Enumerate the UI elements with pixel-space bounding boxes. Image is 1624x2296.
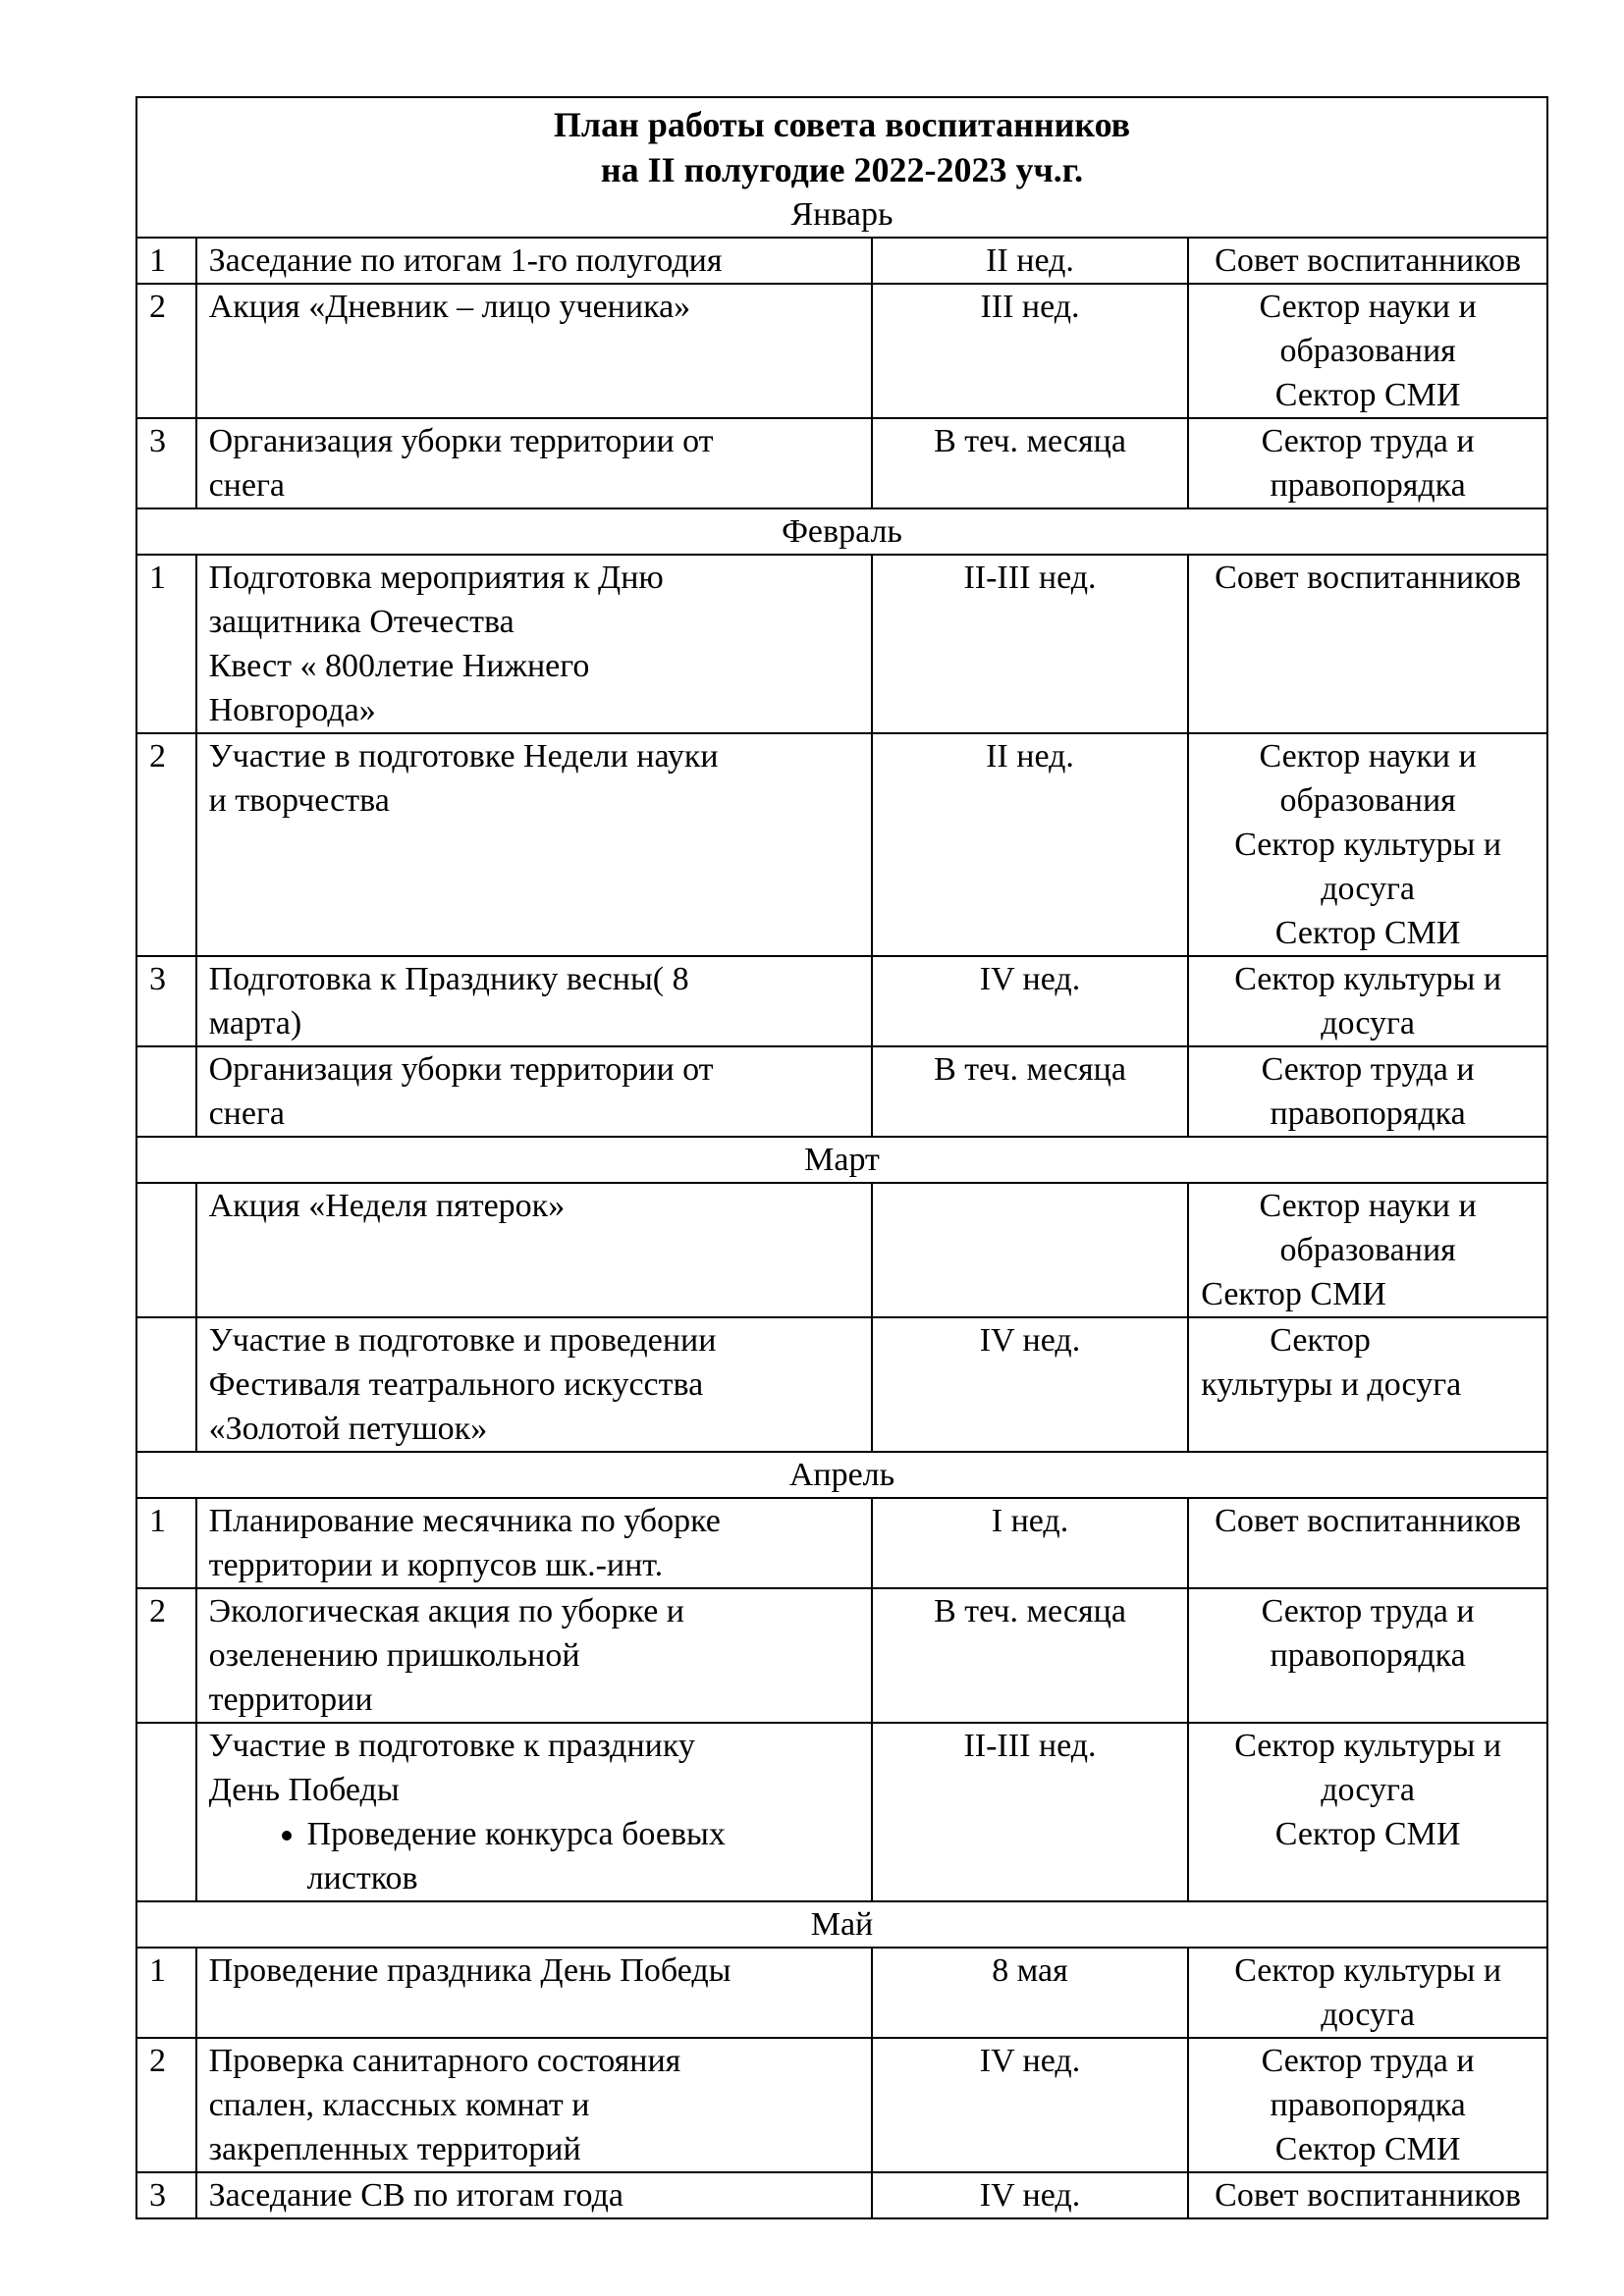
table-row bbox=[136, 1317, 1547, 1452]
event-responsible: Совет воспитанников bbox=[1188, 1498, 1547, 1588]
event-responsible: Сектор науки и образования Сектор СМИ bbox=[1188, 284, 1547, 418]
row-number: 1 bbox=[136, 238, 196, 284]
event-responsible: Сектор труда и правопорядка bbox=[1188, 418, 1547, 508]
row-number: 2 bbox=[136, 733, 196, 956]
table-row bbox=[136, 1498, 1547, 1588]
month-heading: Январь bbox=[790, 196, 893, 233]
event-timing: II нед. bbox=[872, 238, 1188, 284]
row-number: 2 bbox=[136, 2038, 196, 2172]
event-timing: 8 мая bbox=[872, 1948, 1188, 2038]
event-timing: IV нед. bbox=[872, 2172, 1188, 2218]
table-row bbox=[136, 2172, 1547, 2218]
event-timing: II нед. bbox=[872, 733, 1188, 956]
table-row bbox=[136, 284, 1547, 418]
event-responsible: Сектор культуры и досуга Сектор СМИ bbox=[1188, 1723, 1547, 1901]
month-heading: Февраль bbox=[136, 508, 1547, 555]
event-timing: IV нед. bbox=[872, 1317, 1188, 1452]
event-timing: III нед. bbox=[872, 284, 1188, 418]
event-description: Акция «Дневник – лицо ученика» bbox=[196, 284, 872, 418]
event-description: Планирование месячника по уборке территории и корпусов шк.-инт. bbox=[196, 1498, 872, 1588]
event-description: Экологическая акция по уборке и озеленению пришкольной территории bbox=[196, 1588, 872, 1723]
event-timing: В теч. месяца bbox=[872, 1046, 1188, 1137]
event-responsible: Сектор культуры и досуга bbox=[1188, 1948, 1547, 2038]
event-description: Заседание по итогам 1-го полугодия bbox=[196, 238, 872, 284]
row-number bbox=[136, 1317, 196, 1452]
row-number: 1 bbox=[136, 555, 196, 733]
month-row bbox=[136, 1452, 1547, 1498]
row-number bbox=[136, 1046, 196, 1137]
row-number bbox=[136, 1723, 196, 1901]
work-plan-table bbox=[135, 96, 1548, 2219]
event-description: Организация уборки территории от снега bbox=[196, 418, 872, 508]
row-number: 2 bbox=[136, 284, 196, 418]
table-row bbox=[136, 956, 1547, 1046]
event-description: Проверка санитарного состояния спален, классных комнат и закрепленных территорий bbox=[196, 2038, 872, 2172]
event-description: Заседание СВ по итогам года bbox=[196, 2172, 872, 2218]
month-heading: Март bbox=[136, 1137, 1547, 1183]
event-responsible: Сектор культуры и досуга bbox=[1188, 956, 1547, 1046]
list-item: • Проведение конкурса боевых листков bbox=[307, 1812, 859, 1900]
event-responsible: Сектор труда и правопорядка bbox=[1188, 1046, 1547, 1137]
table-row bbox=[136, 1588, 1547, 1723]
row-number: 3 bbox=[136, 2172, 196, 2218]
event-description: Подготовка к Празднику весны( 8 марта) bbox=[196, 956, 872, 1046]
event-timing: В теч. месяца bbox=[872, 1588, 1188, 1723]
table-row bbox=[136, 418, 1547, 508]
table-row bbox=[136, 1046, 1547, 1137]
table-row bbox=[136, 1183, 1547, 1317]
event-timing: II-III нед. bbox=[872, 1723, 1188, 1901]
table-row bbox=[136, 555, 1547, 733]
event-description: Организация уборки территории от снега bbox=[196, 1046, 872, 1137]
table-row bbox=[136, 2038, 1547, 2172]
table-row bbox=[136, 1723, 1547, 1901]
event-timing: II-III нед. bbox=[872, 555, 1188, 733]
month-heading: Май bbox=[136, 1901, 1547, 1948]
event-description: Акция «Неделя пятерок» bbox=[196, 1183, 872, 1317]
row-number: 3 bbox=[136, 418, 196, 508]
event-responsible: Сектор науки и образования Сектор культуры и досуга Сектор СМИ bbox=[1188, 733, 1547, 956]
title-row bbox=[136, 97, 1547, 238]
event-responsible: Сектор труда и правопорядка bbox=[1188, 1588, 1547, 1723]
event-responsible: Сектор труда и правопорядка Сектор СМИ bbox=[1188, 2038, 1547, 2172]
event-description: Участие в подготовке к празднику День Победы • Проведение конкурса боевых листков bbox=[196, 1723, 872, 1901]
month-row bbox=[136, 1137, 1547, 1183]
document-title-line-2: на II полугодие 2022-2023 уч.г. bbox=[600, 150, 1084, 189]
event-timing: I нед. bbox=[872, 1498, 1188, 1588]
row-number bbox=[136, 1183, 196, 1317]
month-row bbox=[136, 1901, 1547, 1948]
event-description: Подготовка мероприятия к Дню защитника Отечества Квест « 800летие Нижнего Новгорода» bbox=[196, 555, 872, 733]
table-row bbox=[136, 1948, 1547, 2038]
event-timing: IV нед. bbox=[872, 2038, 1188, 2172]
event-timing bbox=[872, 1183, 1188, 1317]
row-number: 3 bbox=[136, 956, 196, 1046]
row-number: 2 bbox=[136, 1588, 196, 1723]
row-number: 1 bbox=[136, 1498, 196, 1588]
event-description: Проведение праздника День Победы bbox=[196, 1948, 872, 2038]
row-number: 1 bbox=[136, 1948, 196, 2038]
month-row bbox=[136, 508, 1547, 555]
event-responsible: Совет воспитанников bbox=[1188, 238, 1547, 284]
event-timing: В теч. месяца bbox=[872, 418, 1188, 508]
event-responsible: Сектор науки и образования Сектор СМИ bbox=[1188, 1183, 1547, 1317]
document-title-line-1: План работы совета воспитанников bbox=[553, 105, 1131, 144]
event-responsible: Совет воспитанников bbox=[1188, 555, 1547, 733]
event-description: Участие в подготовке и проведении Фестиваля театрального искусства «Золотой петушок» bbox=[196, 1317, 872, 1452]
bullet-list bbox=[209, 1812, 859, 1900]
event-timing: IV нед. bbox=[872, 956, 1188, 1046]
title-cell bbox=[136, 97, 1547, 238]
event-responsible: Сектор культуры и досуга bbox=[1188, 1317, 1547, 1452]
table-row bbox=[136, 733, 1547, 956]
event-description: Участие в подготовке Недели науки и творчества bbox=[196, 733, 872, 956]
table-row bbox=[136, 238, 1547, 284]
event-responsible: Совет воспитанников bbox=[1188, 2172, 1547, 2218]
month-heading: Апрель bbox=[136, 1452, 1547, 1498]
